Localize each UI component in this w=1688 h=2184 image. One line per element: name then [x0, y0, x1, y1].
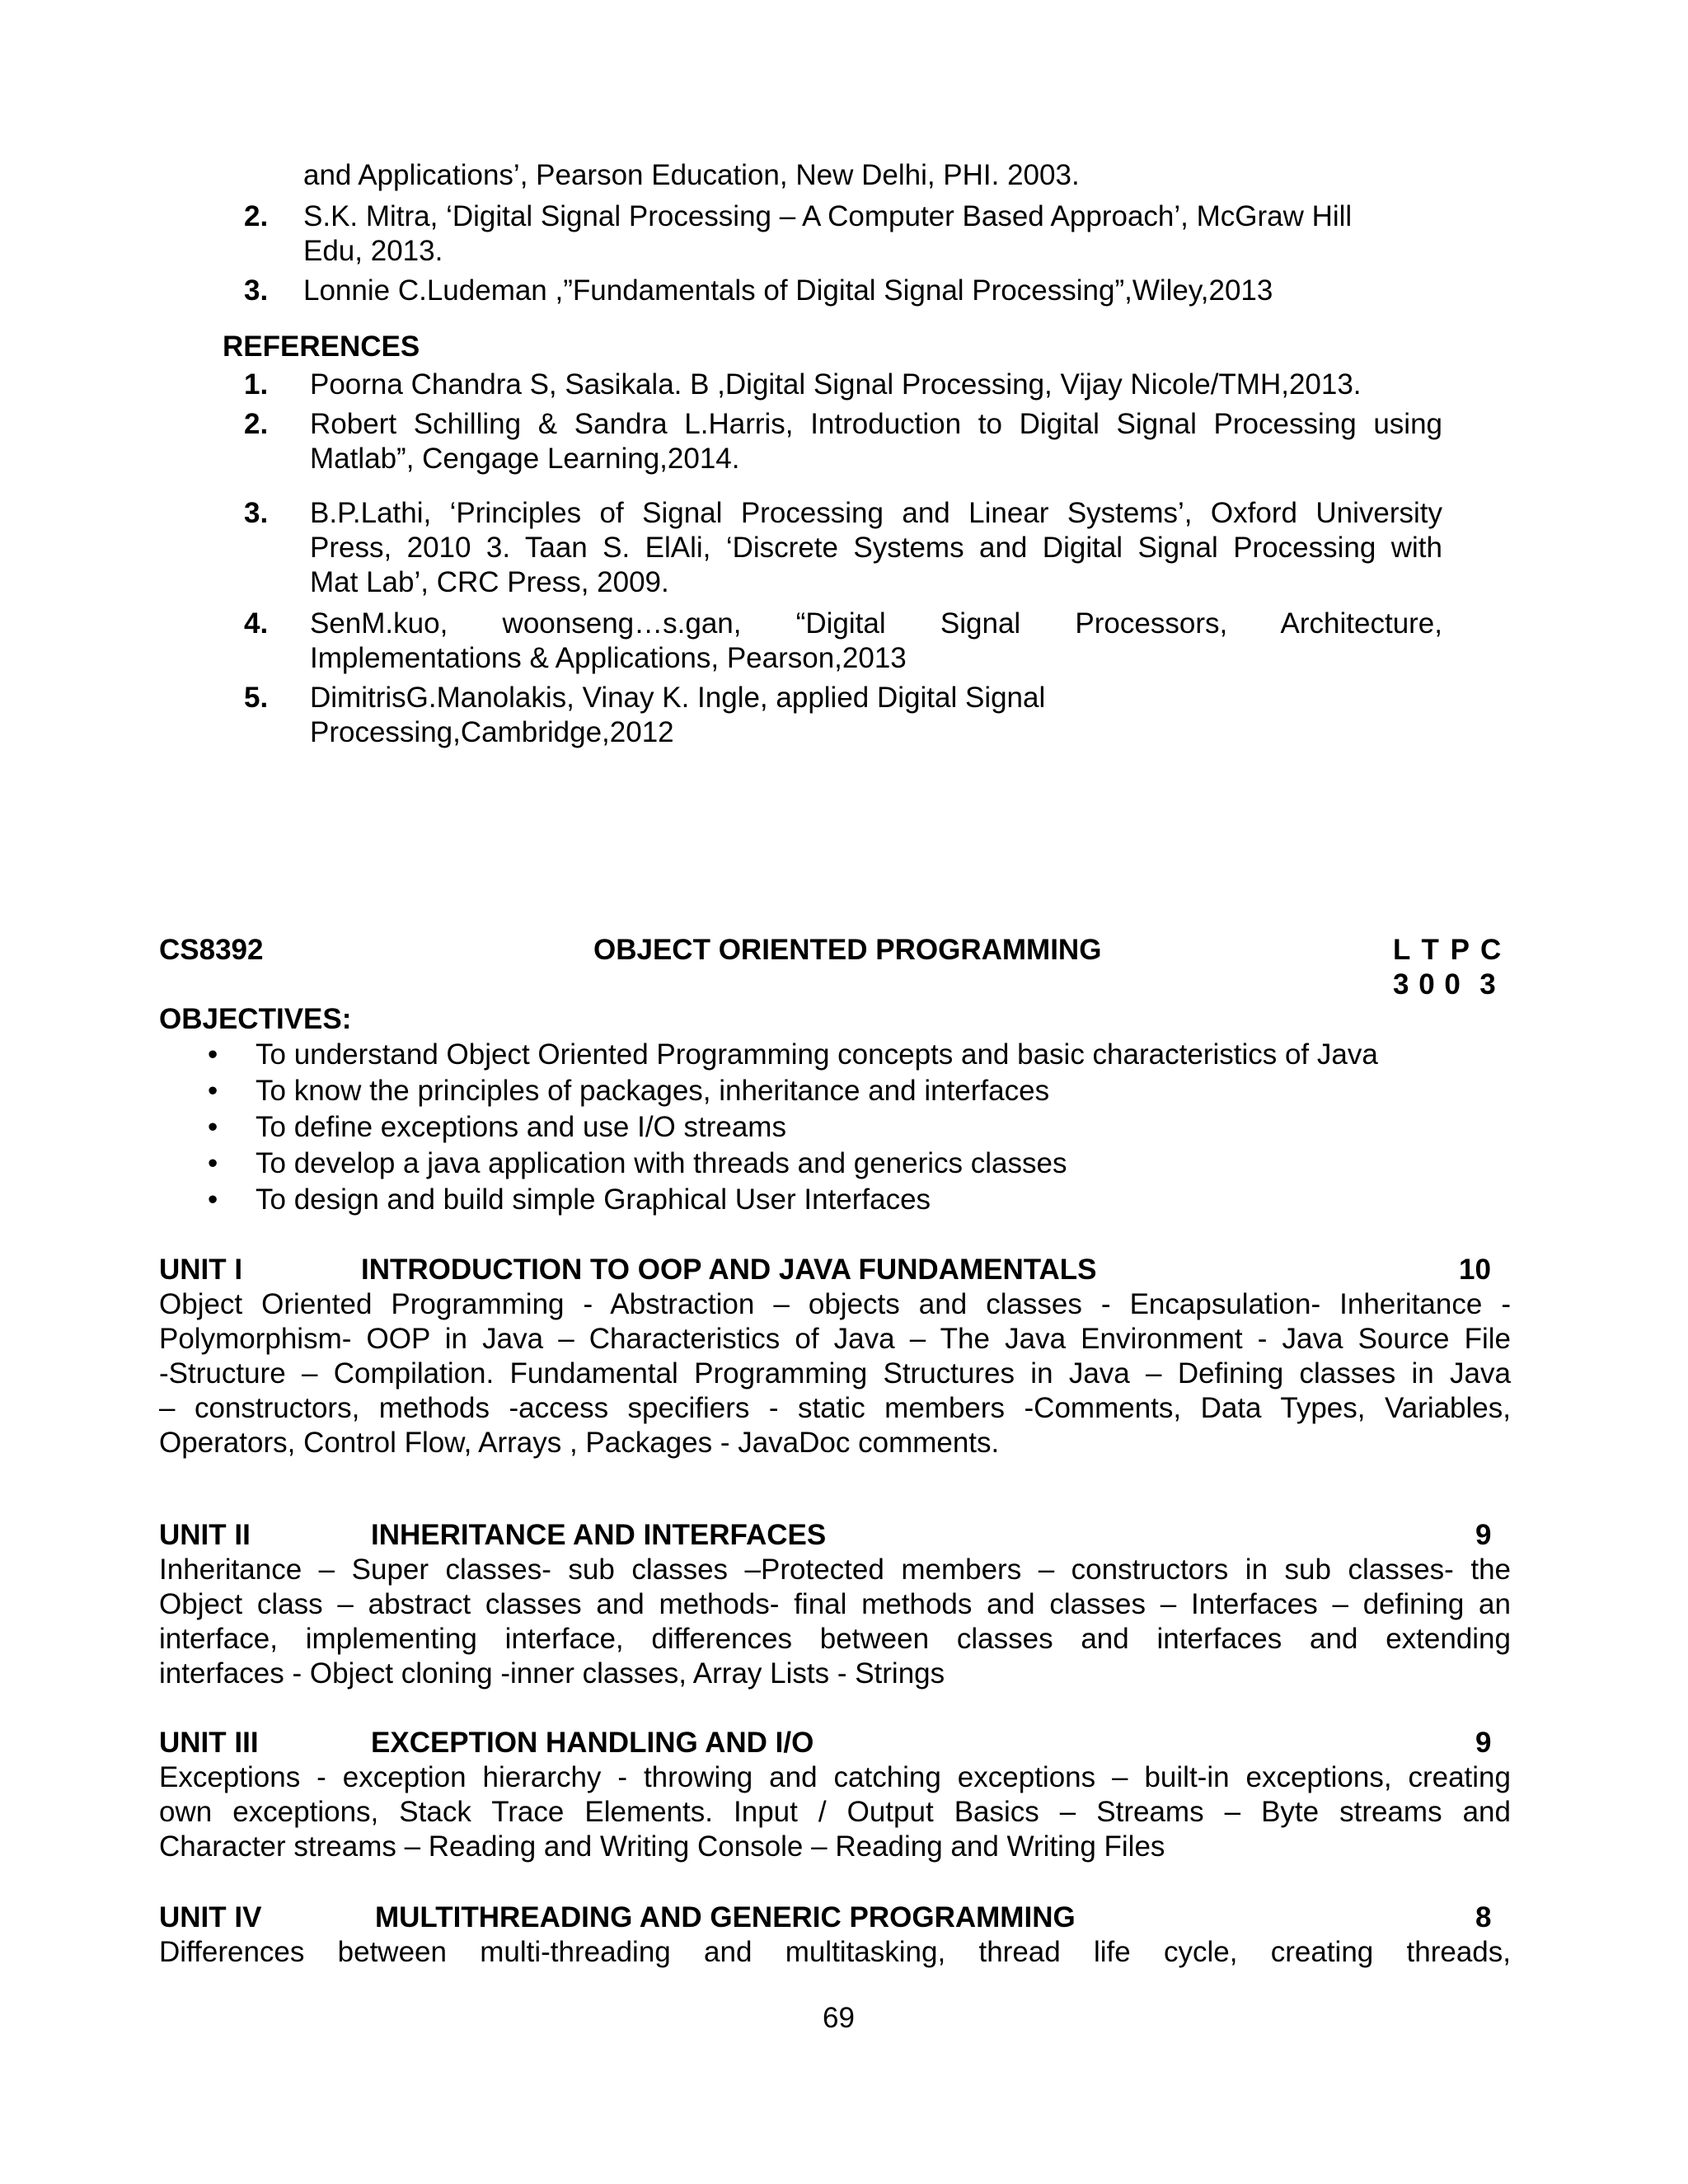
reference-number: 5. [244, 682, 269, 714]
unit-2-content [159, 1553, 1511, 1691]
bullet-icon: • [208, 1147, 218, 1179]
unit-title: MULTITHREADING AND GENERIC PROGRAMMING [375, 1901, 1076, 1933]
unit-hours: 9 [1475, 1727, 1492, 1759]
unit-1-content [159, 1287, 1511, 1460]
unit-title: INHERITANCE AND INTERFACES [371, 1519, 827, 1551]
unit-hours: 9 [1475, 1519, 1492, 1551]
reference-line: Processing,Cambridge,2012 [310, 716, 674, 748]
unit-title: EXCEPTION HANDLING AND I/O [371, 1727, 814, 1759]
ltpc-values: 3 0 0 3 [1393, 968, 1496, 1001]
unit-content-line: Exceptions - exception hierarchy - throwing and catching exceptions – built-in exceptions, creating [159, 1761, 1511, 1793]
unit-label: UNIT III [159, 1727, 259, 1759]
bullet-icon: • [208, 1183, 218, 1216]
reference-line: Implementations & Applications, Pearson,2013 [310, 642, 907, 674]
reference-line: B.P.Lathi, ‘Principles of Signal Processing and Linear Systems’, Oxford University [310, 497, 1442, 529]
textbook-line: Edu, 2013. [303, 235, 443, 267]
reference-3 [310, 496, 1442, 600]
objective-item: To design and build simple Graphical User Interfaces [256, 1183, 931, 1216]
unit-label: UNIT II [159, 1519, 251, 1551]
bullet-icon: • [208, 1038, 218, 1071]
unit-hours: 10 [1459, 1254, 1491, 1286]
reference-4 [310, 607, 1442, 676]
unit-content-line: interface, implementing interface, differences between classes and interfaces and extending [159, 1623, 1511, 1655]
textbook-line: S.K. Mitra, ‘Digital Signal Processing – A Computer Based Approach’, McGraw Hill [303, 200, 1353, 232]
objective-item: To develop a java application with threads and generics classes [256, 1147, 1067, 1179]
reference-line: Robert Schilling & Sandra L.Harris, Introduction to Digital Signal Processing using [310, 408, 1442, 440]
course-code: CS8392 [159, 934, 264, 966]
textbook-number: 3. [244, 274, 269, 307]
unit-content-line: own exceptions, Stack Trace Elements. Input / Output Basics – Streams – Byte streams and [159, 1796, 1511, 1828]
objective-item: To define exceptions and use I/O streams [256, 1111, 786, 1143]
reference-number: 3. [244, 497, 269, 529]
unit-label: UNIT I [159, 1254, 243, 1286]
objectives-heading: OBJECTIVES: [159, 1003, 352, 1035]
unit-4-content [159, 1935, 1511, 1970]
unit-content-line: Differences between multi-threading and multitasking, thread life cycle, creating threads, [159, 1936, 1511, 1968]
reference-line: Poorna Chandra S, Sasikala. B ,Digital Signal Processing, Vijay Nicole/TMH,2013. [310, 368, 1362, 401]
reference-line: Matlab”, Cengage Learning,2014. [310, 443, 740, 475]
objective-item: To understand Object Oriented Programming concepts and basic characteristics of Java [256, 1038, 1378, 1071]
course-title: OBJECT ORIENTED PROGRAMMING [593, 934, 1102, 966]
textbook-line: Lonnie C.Ludeman ,”Fundamentals of Digital Signal Processing”,Wiley,2013 [303, 274, 1273, 307]
references-heading: REFERENCES [223, 330, 420, 363]
unit-title: INTRODUCTION TO OOP AND JAVA FUNDAMENTALS [361, 1254, 1097, 1286]
unit-content-line: Object Oriented Programming - Abstraction – objects and classes - Encapsulation- Inheritance - [159, 1288, 1511, 1320]
bullet-icon: • [208, 1075, 218, 1107]
unit-label: UNIT IV [159, 1901, 262, 1933]
textbook-1-continuation: and Applications’, Pearson Education, New Delhi, PHI. 2003. [303, 159, 1080, 191]
unit-content-line: interfaces - Object cloning -inner classes, Array Lists - Strings [159, 1657, 945, 1690]
bullet-icon: • [208, 1111, 218, 1143]
reference-line: SenM.kuo, woonseng…s.gan, “Digital Signal Processors, Architecture, [310, 607, 1442, 640]
reference-number: 1. [244, 368, 269, 401]
unit-content-line: Character streams – Reading and Writing Console – Reading and Writing Files [159, 1830, 1165, 1863]
ltpc-label: L T P C [1393, 934, 1502, 966]
unit-3-content [159, 1760, 1511, 1864]
unit-content-line: -Structure – Compilation. Fundamental Programming Structures in Java – Defining classes in Java [159, 1357, 1511, 1390]
reference-line: DimitrisG.Manolakis, Vinay K. Ingle, applied Digital Signal [310, 682, 1046, 714]
reference-2 [310, 407, 1442, 476]
reference-line: Mat Lab’, CRC Press, 2009. [310, 566, 669, 598]
unit-content-line: Polymorphism- OOP in Java – Characteristics of Java – The Java Environment - Java Source File [159, 1323, 1511, 1355]
reference-line: Press, 2010 3. Taan S. ElAli, ‘Discrete Systems and Digital Signal Processing with [310, 532, 1442, 564]
reference-number: 2. [244, 408, 269, 440]
objective-item: To know the principles of packages, inheritance and interfaces [256, 1075, 1050, 1107]
unit-content-line: Object class – abstract classes and methods- final methods and classes – Interfaces – defining an [159, 1588, 1511, 1620]
unit-content-line: Operators, Control Flow, Arrays , Packages - JavaDoc comments. [159, 1427, 1000, 1459]
unit-content-line: Inheritance – Super classes- sub classes –Protected members – constructors in sub classes- the [159, 1554, 1511, 1586]
textbook-number: 2. [244, 200, 269, 232]
unit-content-line: – constructors, methods -access specifiers - static members -Comments, Data Types, Variables, [159, 1392, 1511, 1424]
page-number: 69 [823, 2002, 855, 2034]
reference-number: 4. [244, 607, 269, 640]
unit-hours: 8 [1475, 1901, 1492, 1933]
